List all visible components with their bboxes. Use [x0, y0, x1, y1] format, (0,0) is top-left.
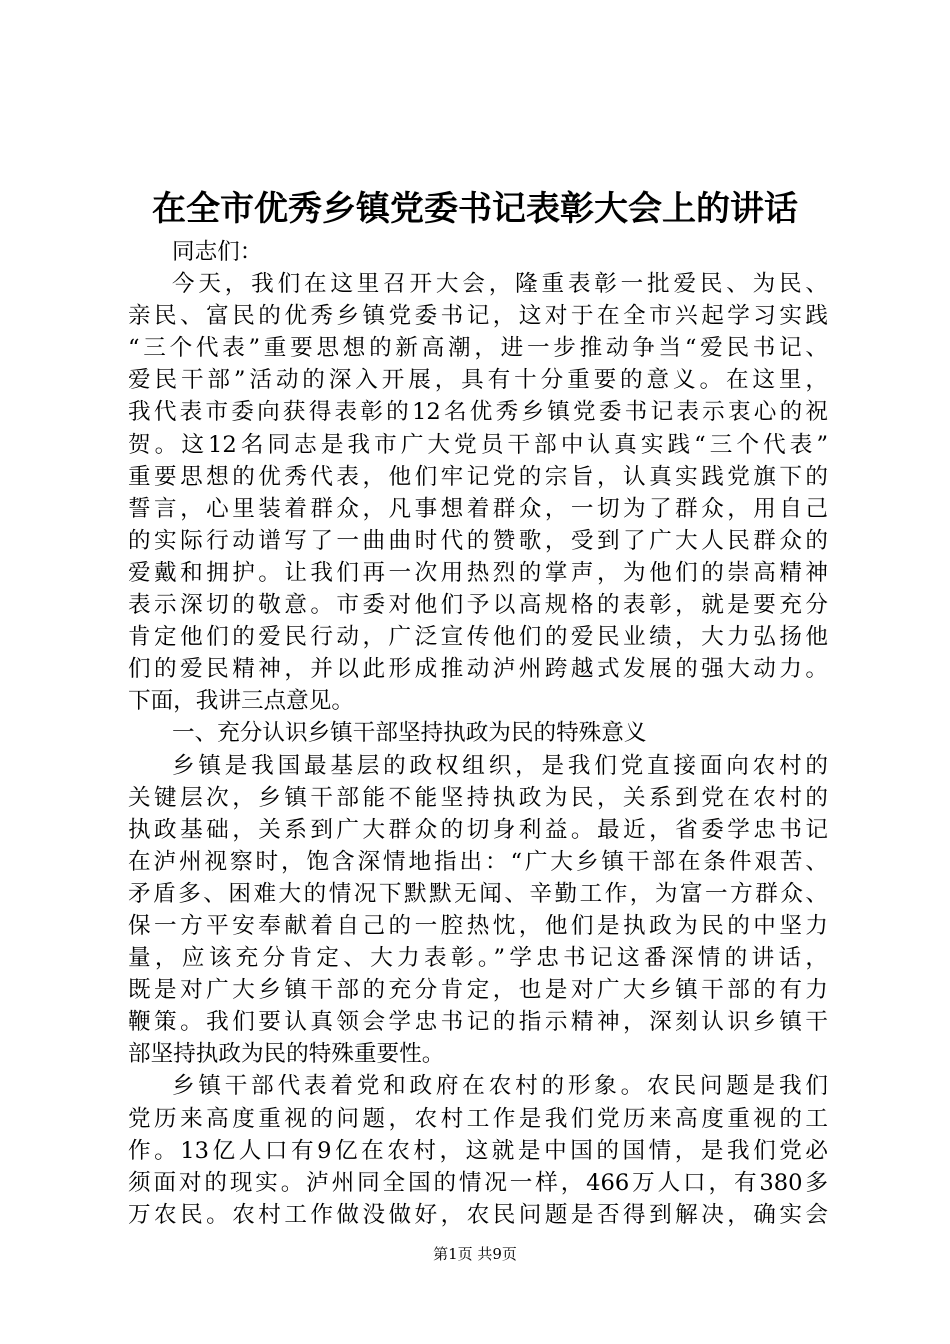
body-line: 我代表市委向获得表彰的12名优秀乡镇党委书记表示衷心的祝 [128, 399, 828, 426]
body-line: 万农民。农村工作做没做好，农民问题是否得到解决，确实会 [128, 1201, 828, 1228]
body-line: 一、充分认识乡镇干部坚持执政为民的特殊意义 [172, 720, 647, 747]
body-line: 矛盾多、困难大的情况下默默无闻、辛勤工作，为富一方群众、 [128, 880, 828, 907]
body-line: 在泸州视察时，饱含深情地指出：“广大乡镇干部在条件艰苦、 [128, 848, 828, 875]
body-line: 的实际行动谱写了一曲曲时代的赞歌，受到了广大人民群众的 [128, 527, 828, 554]
body-line: 下面，我讲三点意见。 [128, 688, 354, 715]
body-line: 重要思想的优秀代表，他们牢记党的宗旨，认真实践党旗下的 [128, 463, 828, 490]
body-line: 亲民、富民的优秀乡镇党委书记，这对于在全市兴起学习实践 [128, 303, 828, 330]
body-line: 部坚持执政为民的特殊重要性。 [128, 1041, 445, 1068]
body-line: 贺。这12名同志是我市广大党员干部中认真实践“三个代表” [128, 431, 828, 458]
body-line: 同志们： [172, 239, 263, 265]
body-line: 肯定他们的爱民行动，广泛宣传他们的爱民业绩，大力弘扬他 [128, 624, 828, 651]
body-line: 乡镇是我国最基层的政权组织，是我们党直接面向农村的 [172, 752, 828, 779]
body-line: 誓言，心里装着群众，凡事想着群众，一切为了群众，用自己 [128, 495, 828, 522]
body-line: 须面对的现实。泸州同全国的情况一样，466万人口，有380多 [128, 1169, 828, 1196]
body-line: 鞭策。我们要认真领会学忠书记的指示精神，深刻认识乡镇干 [128, 1009, 828, 1036]
body-line: 既是对广大乡镇干部的充分肯定，也是对广大乡镇干部的有力 [128, 977, 828, 1004]
body-line: 爱民干部”活动的深入开展，具有十分重要的意义。在这里， [128, 367, 828, 394]
body-line: 党历来高度重视的问题，农村工作是我们党历来高度重视的工 [128, 1105, 828, 1132]
body-line: 保一方平安奉献着自己的一腔热忱，他们是执政为民的中坚力 [128, 912, 828, 939]
body-line: 乡镇干部代表着党和政府在农村的形象。农民问题是我们 [172, 1073, 828, 1100]
body-line: 们的爱民精神，并以此形成推动泸州跨越式发展的强大动力。 [128, 656, 828, 683]
body-line: “三个代表”重要思想的新高潮，进一步推动争当“爱民书记、 [128, 335, 828, 362]
body-line: 作。13亿人口有9亿在农村，这就是中国的国情，是我们党必 [128, 1137, 828, 1164]
document-title: 在全市优秀乡镇党委书记表彰大会上的讲话 [152, 189, 798, 229]
body-line: 爱戴和拥护。让我们再一次用热烈的掌声，为他们的崇高精神 [128, 559, 828, 586]
body-line: 量，应该充分肯定、大力表彰。”学忠书记这番深情的讲话， [128, 945, 828, 972]
body-line: 执政基础，关系到广大群众的切身利益。最近，省委学忠书记 [128, 816, 828, 843]
body-line: 关键层次，乡镇干部能不能坚持执政为民，关系到党在农村的 [128, 784, 828, 811]
document-body [128, 236, 828, 1231]
body-line: 表示深切的敬意。市委对他们予以高规格的表彰，就是要充分 [128, 592, 828, 619]
body-line: 今天，我们在这里召开大会，隆重表彰一批爱民、为民、 [172, 271, 828, 298]
page-footer: 第1页 共9页 [433, 1245, 517, 1263]
